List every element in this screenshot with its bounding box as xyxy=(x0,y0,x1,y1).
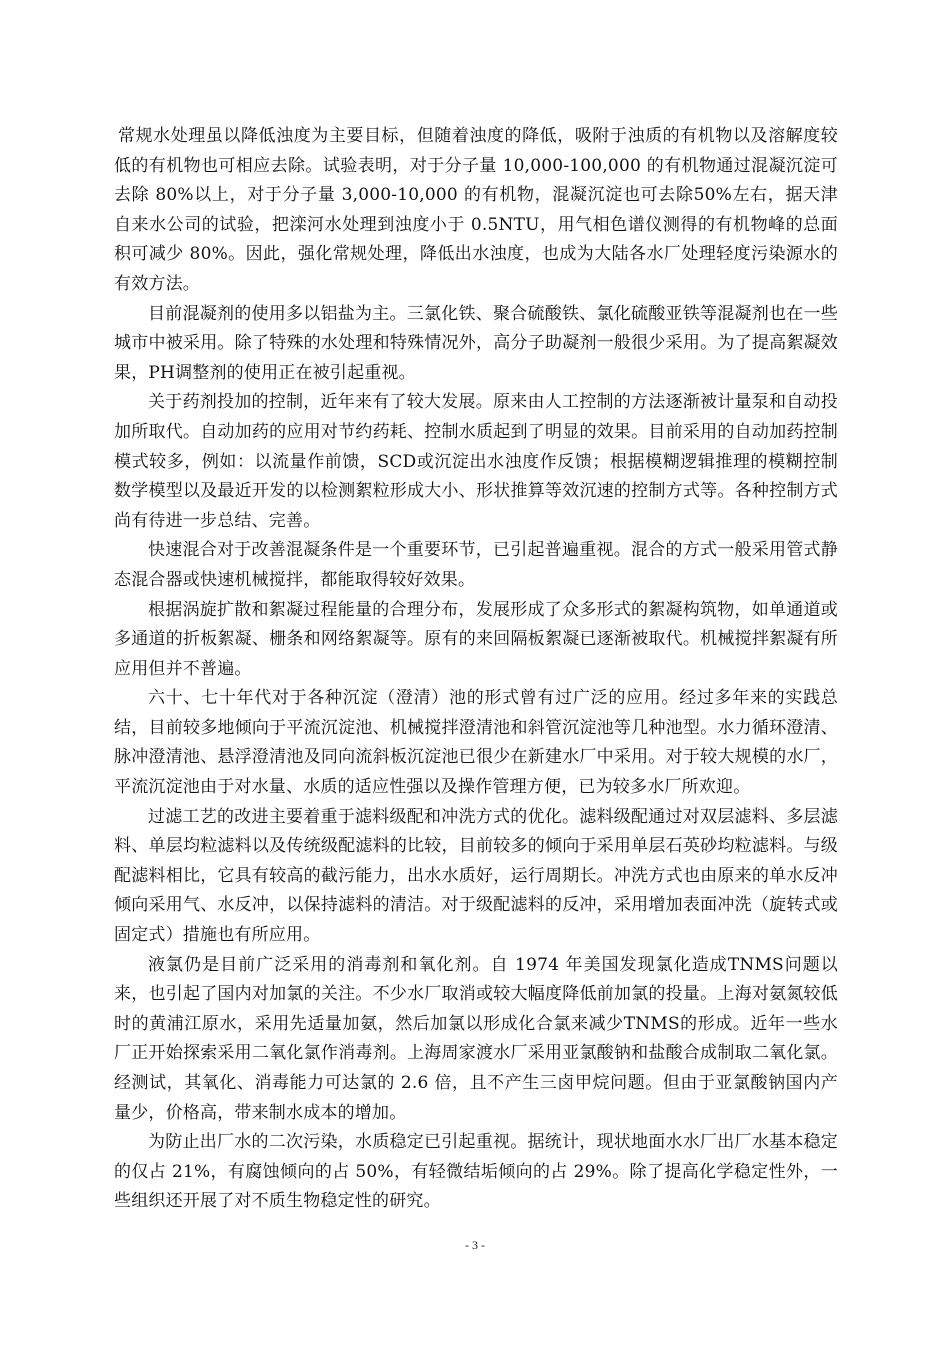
document-body xyxy=(114,122,838,1217)
paragraph-disinfection: 液氯仍是目前广泛采用的消毒剂和氧化剂。自 1974 年美国发现氯化造成TNMS问题以来，也引起了国内对加氯的关注。不少水厂取消或较大幅度降低前加氯的投量。上海对氨氮较低时的黄浦江原水，采用先适量加氨，然后加氯以形成化合氯来减少TNMS的形成。近年一些水厂正开始探索采用二氧化氯作消毒剂。上海周家渡水厂采用亚氯酸钠和盐酸合成制取二氧化氯。经测试，其氧化、消毒能力可达氯的 2.6 倍，且不产生三卤甲烷问题。但由于亚氯酸钠国内产量少，价格高，带来制水成本的增加。 xyxy=(114,954,838,1123)
paragraph-rapid-mixing: 快速混合对于改善混凝条件是一个重要环节，已引起普遍重视。混合的方式一般采用管式静态混合器或快速机械搅拌，都能取得较好效果。 xyxy=(114,540,838,590)
paragraph-conventional-treatment: 常规水处理虽以降低浊度为主要目标，但随着浊度的降低，吸附于浊质的有机物以及溶解度较低的有机物也可相应去除。试验表明，对于分子量 10,000-100,000 的有机物通过混凝沉淀可去除 80%以上，对于分子量 3,000-10,000 的有机物，混凝沉淀也可去除50%左右，据天津自来水公司的试验，把滦河水处理到浊度小于 0.5NTU，用气相色谱仪测得的有机物峰的总面积可减少 80%。因此，强化常规处理，降低出水浊度，也成为大陆各水厂处理轻度污染源水的有效方法。 xyxy=(114,126,838,294)
page-number: - 3 - xyxy=(465,1238,485,1252)
paragraph-water-stability: 为防止出厂水的二次污染，水质稳定已引起重视。据统计，现状地面水水厂出厂水基本稳定的仅占 21%，有腐蚀倾向的占 50%，有轻微结垢倾向的占 29%。除了提高化学稳定性外，一些组织还开展了对不质生物稳定性的研究。 xyxy=(114,1132,838,1212)
paragraph-sedimentation: 六十、七十年代对于各种沉淀（澄清）池的形式曾有过广泛的应用。经过多年来的实践总结，目前较多地倾向于平流沉淀池、机械搅拌澄清池和斜管沉淀池等几种池型。水力循环澄清、脉冲澄清池、悬浮澄清池及同向流斜板沉淀池已很少在新建水厂中采用。对于较大规模的水厂，平流沉淀池由于对水量、水质的适应性强以及操作管理方便，已为较多水厂所欢迎。 xyxy=(114,688,838,798)
paragraph-coagulants: 目前混凝剂的使用多以铝盐为主。三氯化铁、聚合硫酸铁、氯化硫酸亚铁等混凝剂也在一些城市中被采用。除了特殊的水处理和特殊情况外，高分子助凝剂一般很少采用。为了提高絮凝效果，PH调整剂的使用正在被引起重视。 xyxy=(114,303,838,383)
paragraph-filtration: 过滤工艺的改进主要着重于滤料级配和冲洗方式的优化。滤料级配通过对双层滤料、多层滤料、单层均粒滤料以及传统级配滤料的比较，目前较多的倾向于采用单层石英砂均粒滤料。与级配滤料相比，它具有较高的截污能力，出水水质好，运行周期长。冲洗方式也由原来的单水反冲倾向采用气、水反冲，以保持滤料的清洁。对于级配滤料的反冲，采用增加表面冲洗（旋转式或固定式）措施也有所应用。 xyxy=(114,806,838,946)
paragraph-flocculation: 根据涡旋扩散和絮凝过程能量的合理分布，发展形成了众多形式的絮凝构筑物，如单通道或多通道的折板絮凝、栅条和网络絮凝等。原有的来回隔板絮凝已逐渐被取代。机械搅拌絮凝有所应用但并不普遍。 xyxy=(114,599,838,679)
paragraph-dosing-control: 关于药剂投加的控制，近年来有了较大发展。原来由人工控制的方法逐渐被计量泵和自动投加所取代。自动加药的应用对节约药耗、控制水质起到了明显的效果。目前采用的自动加药控制模式较多，例如：以流量作前馈，SCD或沉淀出水浊度作反馈；根据模糊逻辑推理的模糊控制数学模型以及最近开发的以检测絮粒形成大小、形状推算等效沉速的控制方式等。各种控制方式尚有待进一步总结、完善。 xyxy=(114,392,838,531)
